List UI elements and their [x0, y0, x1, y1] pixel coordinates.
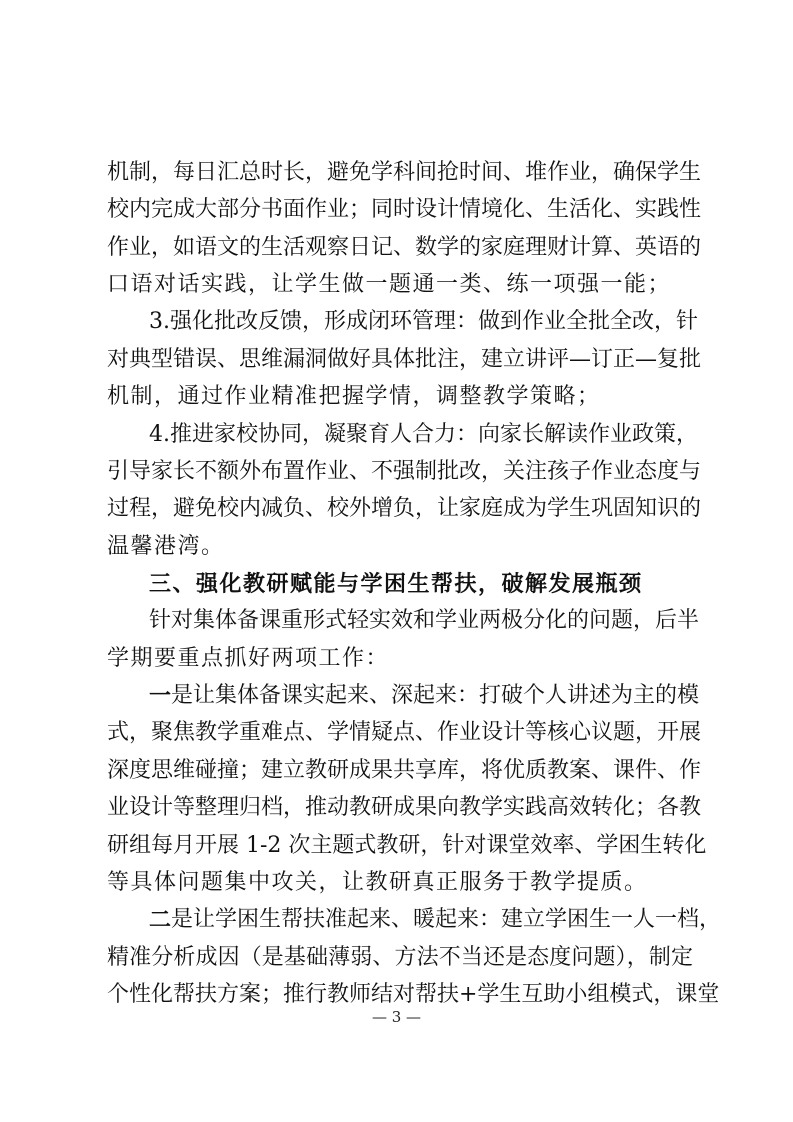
body-line: 口语对话实践，让学生做一题通一类、练一项强一能；	[107, 272, 672, 297]
body-line: 式，聚焦教学重难点、学情疑点、作业设计等核心议题，开展	[107, 720, 702, 745]
lead-word-one: 一	[149, 683, 172, 709]
list-item-4: 4.推进家校协同，凝聚育人合力：向家长解读作业政策，	[149, 422, 698, 447]
body-line: 等具体问题集中攻关，让教研真正服务于教学提质。	[107, 870, 648, 895]
body-line: 过程，避免校内减负、校外增负，让家庭成为学生巩固知识的	[107, 496, 702, 521]
page-number: — 3 —	[371, 1008, 422, 1026]
body-line: 对典型错误、思维漏洞做好具体批注，建立讲评—订正—复批	[107, 347, 702, 372]
body-line: 机制，通过作业精准把握学情，调整教学策略；	[107, 384, 601, 409]
body-line: 深度思维碰撞；建立教研成果共享库，将优质教案、课件、作	[107, 758, 702, 783]
body-line: 个性化帮扶方案；推行教师结对帮扶+学生互助小组模式，课堂	[107, 982, 720, 1007]
section-heading: 三、强化教研赋能与学困生帮扶，破解发展瓶颈	[149, 571, 643, 597]
body-line: 温馨港湾。	[107, 534, 225, 559]
point-one-text: 是让集体备课实起来、深起来：打破个人讲述为主的模	[171, 683, 700, 708]
body-line: 机制，每日汇总时长，避免学科间抢时间、堆作业，确保学生	[107, 160, 702, 185]
body-line: 引导家长不额外布置作业、不强制批改，关注孩子作业态度与	[107, 459, 702, 484]
body-line: 校内完成大部分书面作业；同时设计情境化、生活化、实践性	[107, 197, 702, 222]
point-two-text: 是让学困生帮扶准起来、暖起来：建立学困生一人一档，	[171, 907, 722, 932]
body-line: 学期要重点抓好两项工作：	[107, 646, 390, 671]
list-item-3: 3.强化批改反馈，形成闭环管理：做到作业全批全改，针	[149, 309, 698, 334]
body-line: 精准分析成因（是基础薄弱、方法不当还是态度问题），制定	[107, 945, 693, 970]
body-line: 业设计等整理归档，推动教研成果向教学实践高效转化；各教	[107, 795, 702, 820]
body-line: 研组每月开展 1-2 次主题式教研，针对课堂效率、学困生转化	[107, 833, 707, 858]
lead-word-two: 二	[149, 907, 172, 933]
paragraph-intro: 针对集体备课重形式轻实效和学业两极分化的问题，后半	[149, 608, 700, 633]
body-line: 作业，如语文的生活观察日记、数学的家庭理财计算、英语的	[107, 235, 702, 260]
